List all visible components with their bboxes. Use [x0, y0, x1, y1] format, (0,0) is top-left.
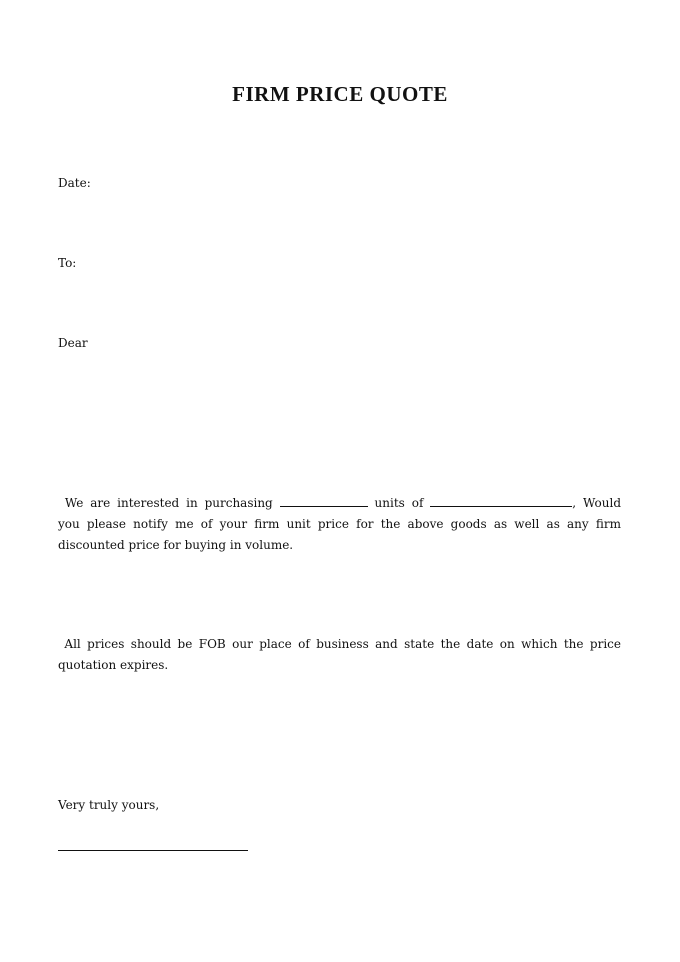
fob-terms-text: All prices should be FOB our place of business and state the date on which the price quotation expires. [58, 637, 621, 672]
to-label: To: [58, 256, 77, 270]
would-text: , Would [572, 496, 621, 510]
units-of-text: units of [374, 496, 424, 510]
salutation: Dear [58, 336, 88, 350]
sign-off: Very truly yours, [58, 798, 160, 812]
quantity-blank[interactable] [280, 496, 368, 507]
paragraph-purchase-request [58, 493, 621, 556]
goods-blank[interactable] [430, 496, 572, 507]
purchase-intro-text: We are interested in purchasing [64, 496, 273, 510]
paragraph-fob-terms [58, 634, 621, 676]
date-label: Date: [58, 176, 91, 190]
paragraph-first-line [58, 493, 621, 514]
signature-line[interactable] [58, 850, 248, 851]
page-title: FIRM PRICE QUOTE [232, 82, 448, 106]
paragraph-continuation: you please notify me of your firm unit price for the above goods as well as any firm discounted price for buying in volume. [58, 517, 621, 552]
